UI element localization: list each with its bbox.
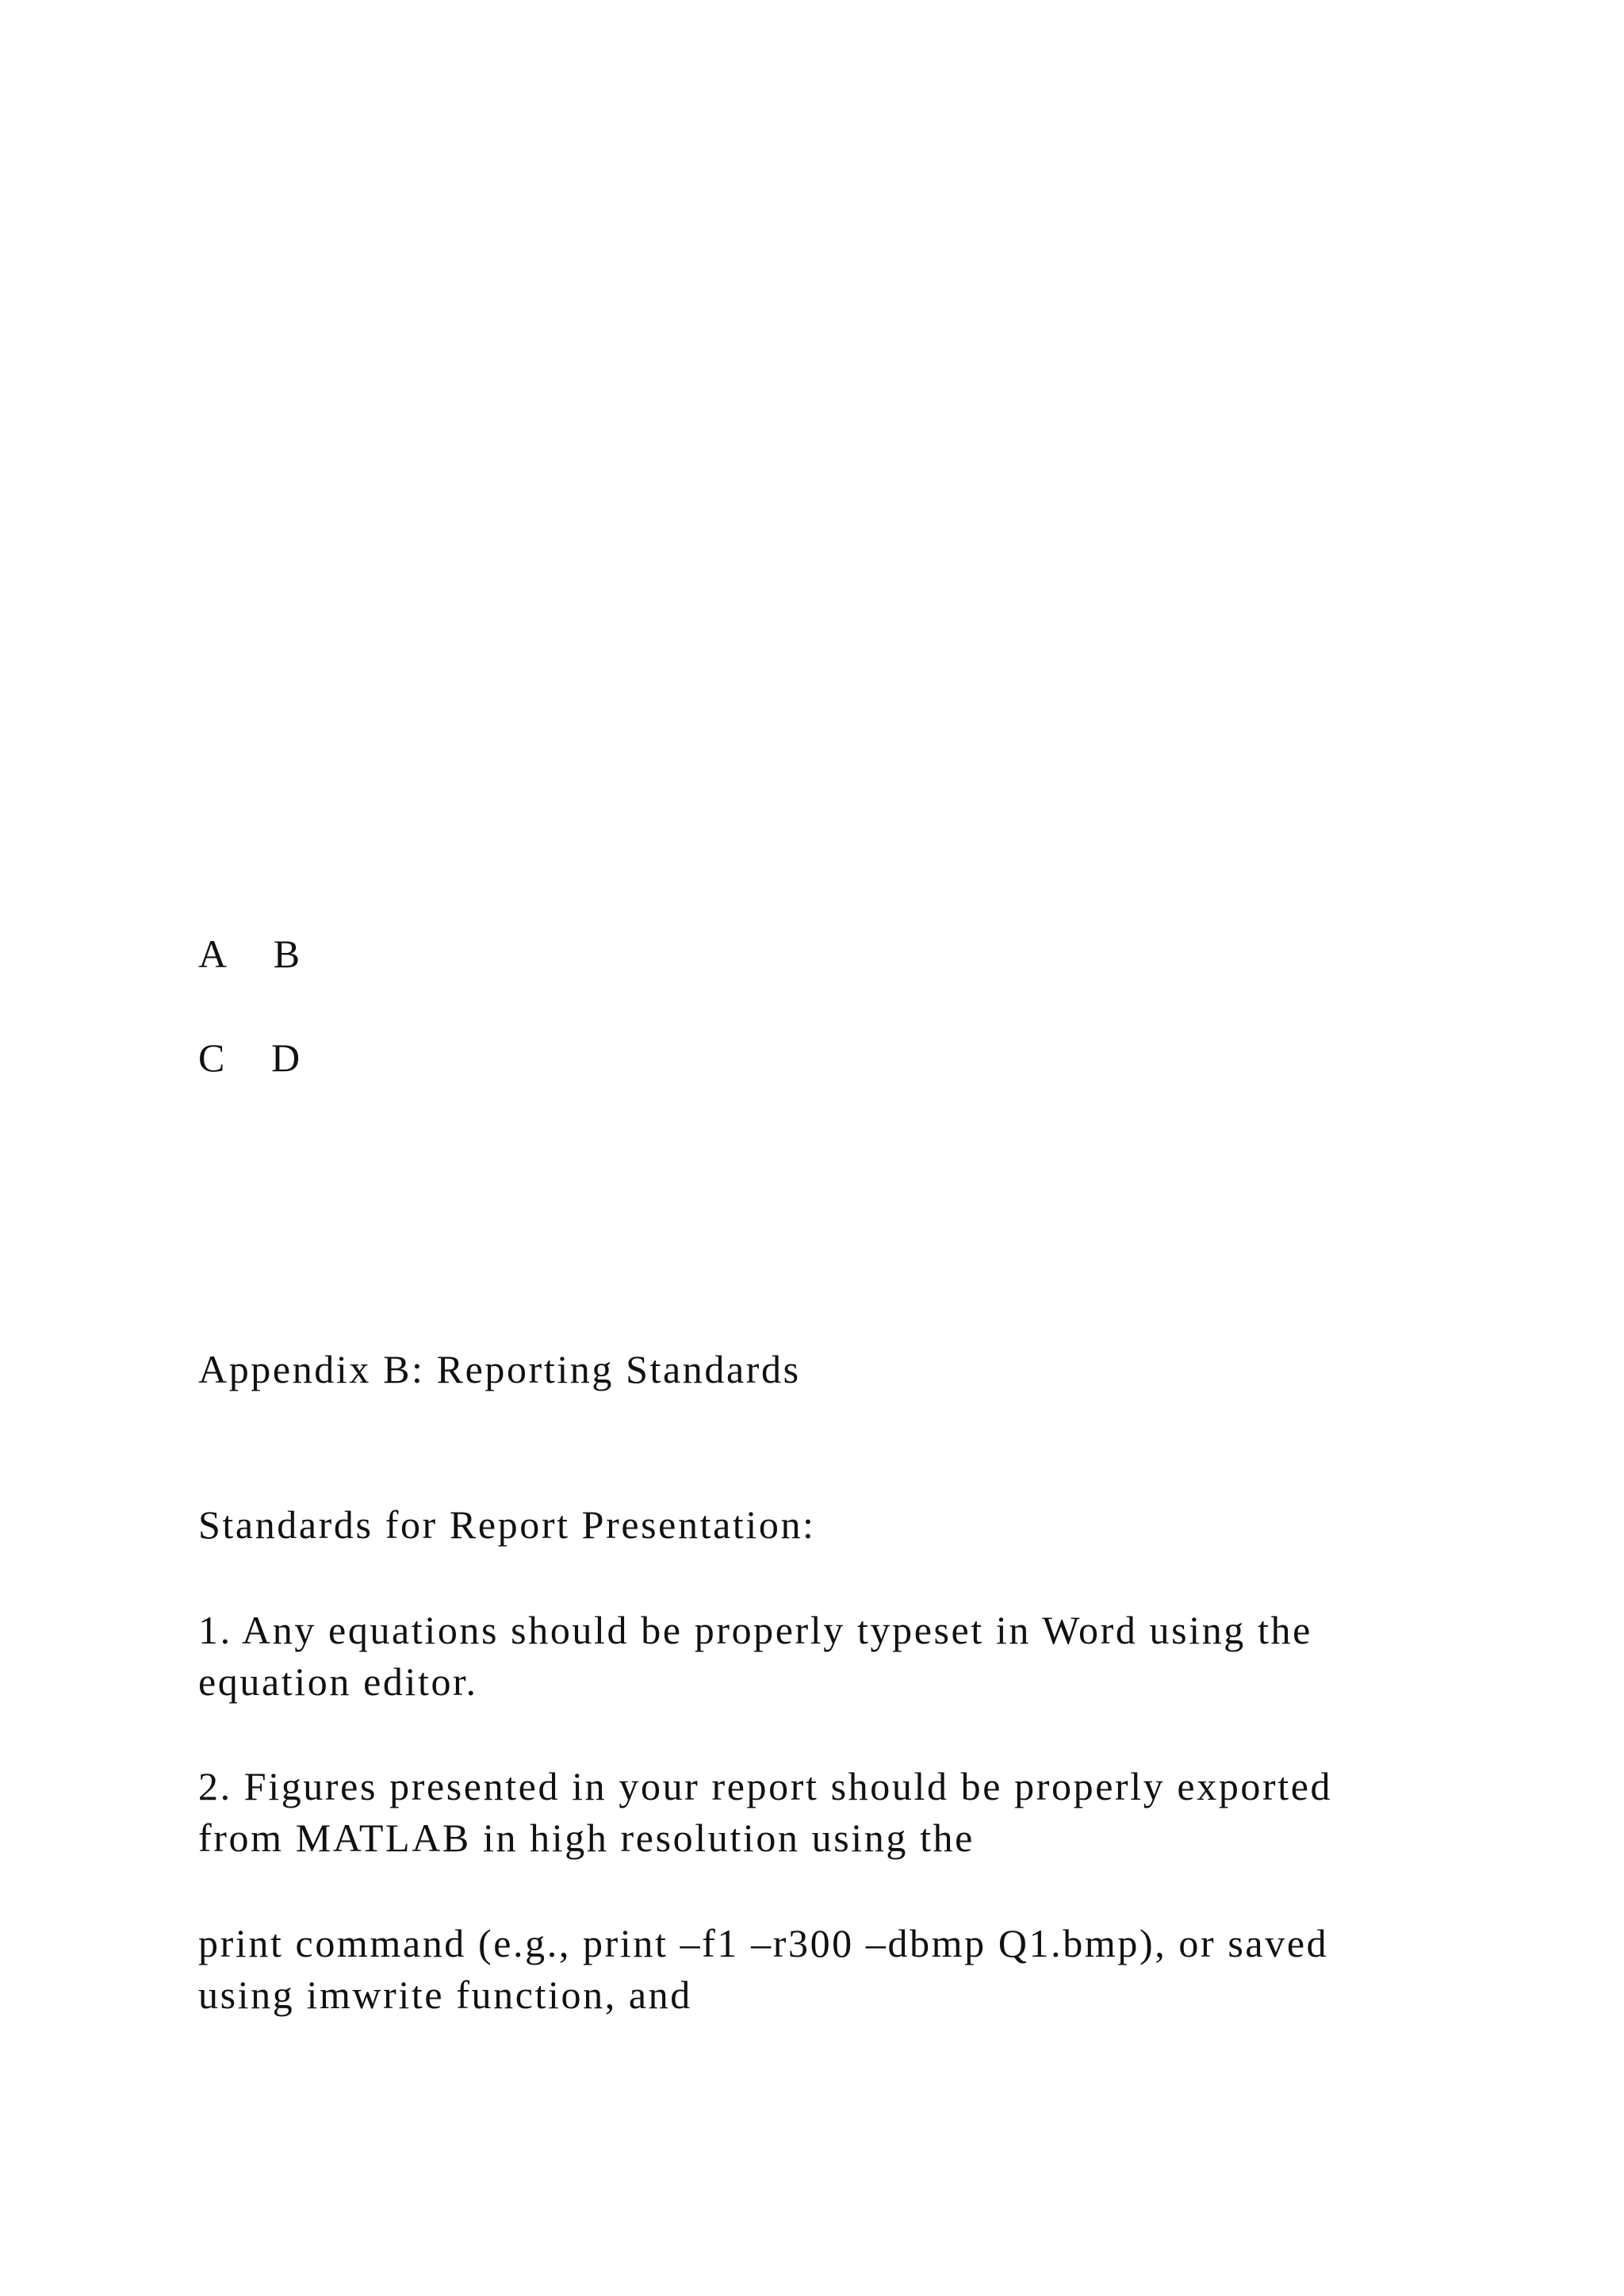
label-a: A [198,932,229,976]
standard-item-1-line-1: 1. Any equations should be properly typeset in Word using the [198,1608,1312,1652]
standard-item-2-continued-line-2: using imwrite function, and [198,1973,692,2017]
label-row-cd [198,1035,302,1080]
standards-subheading: Standards for Report Presentation: [198,1502,816,1547]
standard-item-2-continued-line-1: print command (e.g., print –f1 –r300 –dbmp Q1.bmp), or saved [198,1921,1329,1965]
standard-item-2-line-2: from MATLAB in high resolution using the [198,1816,975,1860]
standard-item-2-line-1: 2. Figures presented in your report should be properly exported [198,1764,1333,1808]
label-row-ab [198,934,302,974]
label-d: D [270,1035,302,1080]
standard-item-1-line-2: equation editor. [198,1659,478,1704]
label-b: B [273,932,302,976]
label-c: C [198,1035,227,1080]
appendix-heading: Appendix B: Reporting Standards [198,1347,801,1391]
